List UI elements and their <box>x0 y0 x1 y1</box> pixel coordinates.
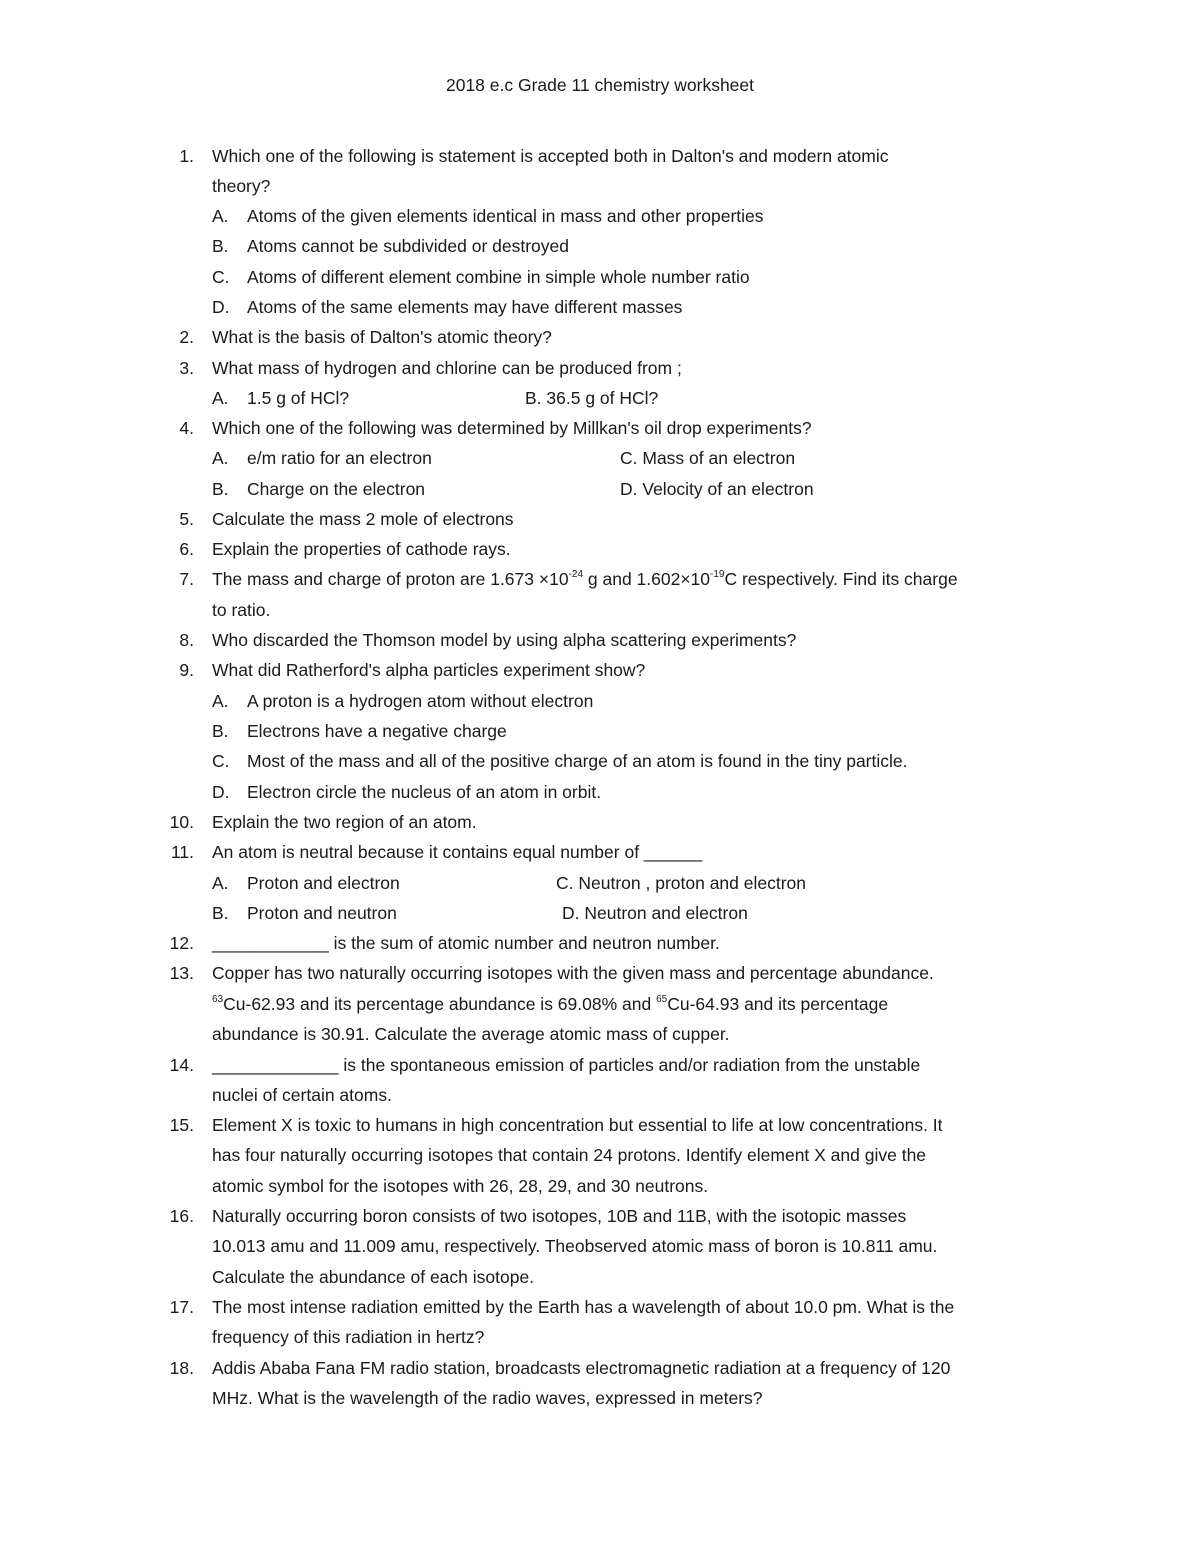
question-number: 4. <box>179 418 194 438</box>
worksheet-page: 2018 e.c Grade 11 chemistry worksheet 1. Which one of the following is statement is accepted both in Dalton's and modern atomic theory? A. Atoms of the given elements identical in mass and other properties B. Atoms cannot be subdivided or destroyed C. Atoms of different element combine in simple whole number ratio D. Atoms of the same elements may have different masses 2. What is the basis of Dalton's atomic theory? 3. What mass of hydrogen and chlorine can be produced from ; A. 1.5 g of HCl? B. 36.5 g of HCl? 4. Which one of the following was determined by Millkan's oil drop experiments? A. e/m ratio for an electron C. Mass of an electron B. Charge on the electron D. Velocity of an electron 5. Calculate the mass 2 mole of electrons 6. Explain the properties of cathode rays. 7. The mass and charge of proton are $1.673 \times 10^{-24}$ g and $1.602\times 10^{-19}C$ respectively. Find its charge to ratio. 8. Who discarded the Thomson model by using alpha scattering experiments? 9. What did Ratherford's alpha particles experiment show? A. A proton is a hydrogen atom without electron B. Electrons have a negative charge C. Most of the mass and all of the positive charge of an atom is found in the tiny particle. D. Electron circle the nucleus of an atom in orbit. 10. Explain the two region of an atom. 11. An atom is neutral because it contains equal number of ______ A. Proton and electron C. Neutron , proton and electron B. Proton and neutron D. Neutron and electron 12. ____________ is the sum of atomic number and neutron number. 13. Copper has two naturally occurring isotopes with the given mass and percentage abundance. $^{63}$Cu-62.93 and its percentage abundance is 69.08% and $^{65}$Cu-64.93 and its percentage abundance is 30.91. Calculate the average atomic mass of cupper. 14. _____________ is the spontaneous emission of particles and/or radiation from the unstable nuclei of certain atoms. 15. Element X is toxic to humans in high concentration but essential to life at low concentrations. It has four naturally occurring isotopes that contain 24 protons. Identify element X and give the atomic symbol for the isotopes with 26, 28, 29, and 30 neutrons. 16. Naturally occurring boron consists of two isotopes, 10B and 11B, with the isotopic masses 10.013 amu and 11.009 amu, respectively. Theobserved atomic mass of boron is 10.811 amu. Calculate the abundance of each isotope. 17. The most intense radiation emitted by the Earth has a wavelength of about 10.0 pm. What is the frequency of this radiation in hertz? 18. Addis Ababa Fana FM radio station, broadcasts electromagnetic radiation at a frequency of 120 MHz. What is the wavelength of the radio waves, expressed in meters? <box>0 0 1200 1553</box>
option-text: 1.5 g of HCl? <box>247 388 350 408</box>
exponent: -19 <box>710 569 725 581</box>
page-title: 2018 e.c Grade 11 chemistry worksheet <box>445 75 755 95</box>
question-text: Which one of the following is statement is accepted both in Dalton's and modern atomic <box>212 146 889 166</box>
question-number: 13. <box>169 963 194 983</box>
question-text: ____________ is the sum of atomic number and neutron number. <box>212 933 720 953</box>
question-text: What did Ratherford's alpha particles experiment show? <box>212 660 646 680</box>
option-letter: A. <box>212 873 229 893</box>
option-letter: A. <box>212 691 229 711</box>
question-number: 1. <box>179 146 194 166</box>
question-text: The most intense radiation emitted by the Earth has a wavelength of about 10.0 pm. What is the <box>212 1297 955 1317</box>
question-number: 6. <box>179 539 194 559</box>
question-text: Copper has two naturally occurring isotopes with the given mass and percentage abundance. <box>212 963 934 983</box>
option-text: Atoms of the same elements may have different masses <box>247 297 683 317</box>
question-number: 16. <box>169 1206 194 1226</box>
option-letter: A. <box>212 388 229 408</box>
option-text-right: D. Velocity of an electron <box>620 479 814 499</box>
option-letter: B. <box>212 721 229 741</box>
question-text: _____________ is the spontaneous emission of particles and/or radiation from the unstable <box>212 1055 921 1075</box>
isotope-mass-number: 63 <box>212 994 224 1006</box>
option-text: Atoms of the given elements identical in mass and other properties <box>247 206 764 226</box>
question-text: The mass and charge of proton are $1.673 \times 10^{-24}$ g and $1.602\times 10^{-19}C$ respectively. Find its charge <box>212 569 958 589</box>
question-number: 3. <box>179 358 194 378</box>
option-text-right: C. Mass of an electron <box>620 448 796 468</box>
question-text: What is the basis of Dalton's atomic theory? <box>212 327 552 347</box>
question-text: Addis Ababa Fana FM radio station, broadcasts electromagnetic radiation at a frequency of 120 <box>212 1358 951 1378</box>
question-number: 10. <box>169 812 194 832</box>
question-text: Who discarded the Thomson model by using alpha scattering experiments? <box>212 630 797 650</box>
question-number: 12. <box>169 933 194 953</box>
question-number: 14. <box>169 1055 194 1075</box>
question-number: 2. <box>179 327 194 347</box>
option-text: Proton and electron <box>247 873 400 893</box>
question-number: 9. <box>179 660 194 680</box>
option-text: Charge on the electron <box>247 479 426 499</box>
question-number: 5. <box>179 509 194 529</box>
question-number: 15. <box>169 1115 194 1135</box>
option-text-right: C. Neutron , proton and electron <box>556 873 807 893</box>
question-text: Calculate the mass 2 mole of electrons <box>212 509 514 529</box>
question-text: Explain the two region of an atom. <box>212 812 477 832</box>
question-number: 17. <box>169 1297 194 1317</box>
question-number: 8. <box>179 630 194 650</box>
question-text: Naturally occurring boron consists of two isotopes, 10B and 11B, with the isotopic masses <box>212 1206 907 1226</box>
question-number: 18. <box>169 1358 194 1378</box>
option-letter: A. <box>212 448 229 468</box>
option-text: A proton is a hydrogen atom without electron <box>247 691 594 711</box>
option-letter: D. <box>212 782 230 802</box>
question-number: 7. <box>179 569 194 589</box>
option-letter: C. <box>212 751 230 771</box>
option-text-right: D. Neutron and electron <box>562 903 748 923</box>
question-text: An atom is neutral because it contains equal number of ______ <box>212 842 703 862</box>
option-text: e/m ratio for an electron <box>247 448 432 468</box>
option-text: Most of the mass and all of the positive charge of an atom is found in the tiny particle. <box>247 751 908 771</box>
option-text: Electrons have a negative charge <box>247 721 507 741</box>
option-text: Atoms of different element combine in simple whole number ratio <box>247 267 750 287</box>
option-text: Atoms cannot be subdivided or destroyed <box>247 236 569 256</box>
question-text: Explain the properties of cathode rays. <box>212 539 511 559</box>
isotope-mass-number: 65 <box>656 994 668 1006</box>
option-letter: D. <box>212 297 230 317</box>
option-text: Electron circle the nucleus of an atom in orbit. <box>247 782 602 802</box>
question-text: Element X is toxic to humans in high concentration but essential to life at low concentrations. It <box>212 1115 943 1135</box>
option-letter: C. <box>212 267 230 287</box>
option-letter: A. <box>212 206 229 226</box>
option-text: Proton and neutron <box>247 903 397 923</box>
option-letter: B. <box>212 236 229 256</box>
option-letter: B. <box>212 479 229 499</box>
question-text: What mass of hydrogen and chlorine can be produced from ; <box>212 358 682 378</box>
question-number: 11. <box>170 842 194 862</box>
option-letter: B. <box>212 903 229 923</box>
exponent: -24 <box>568 569 584 581</box>
question-text: Which one of the following was determined by Millkan's oil drop experiments? <box>212 418 812 438</box>
option-text-right: B. 36.5 g of HCl? <box>525 388 659 408</box>
